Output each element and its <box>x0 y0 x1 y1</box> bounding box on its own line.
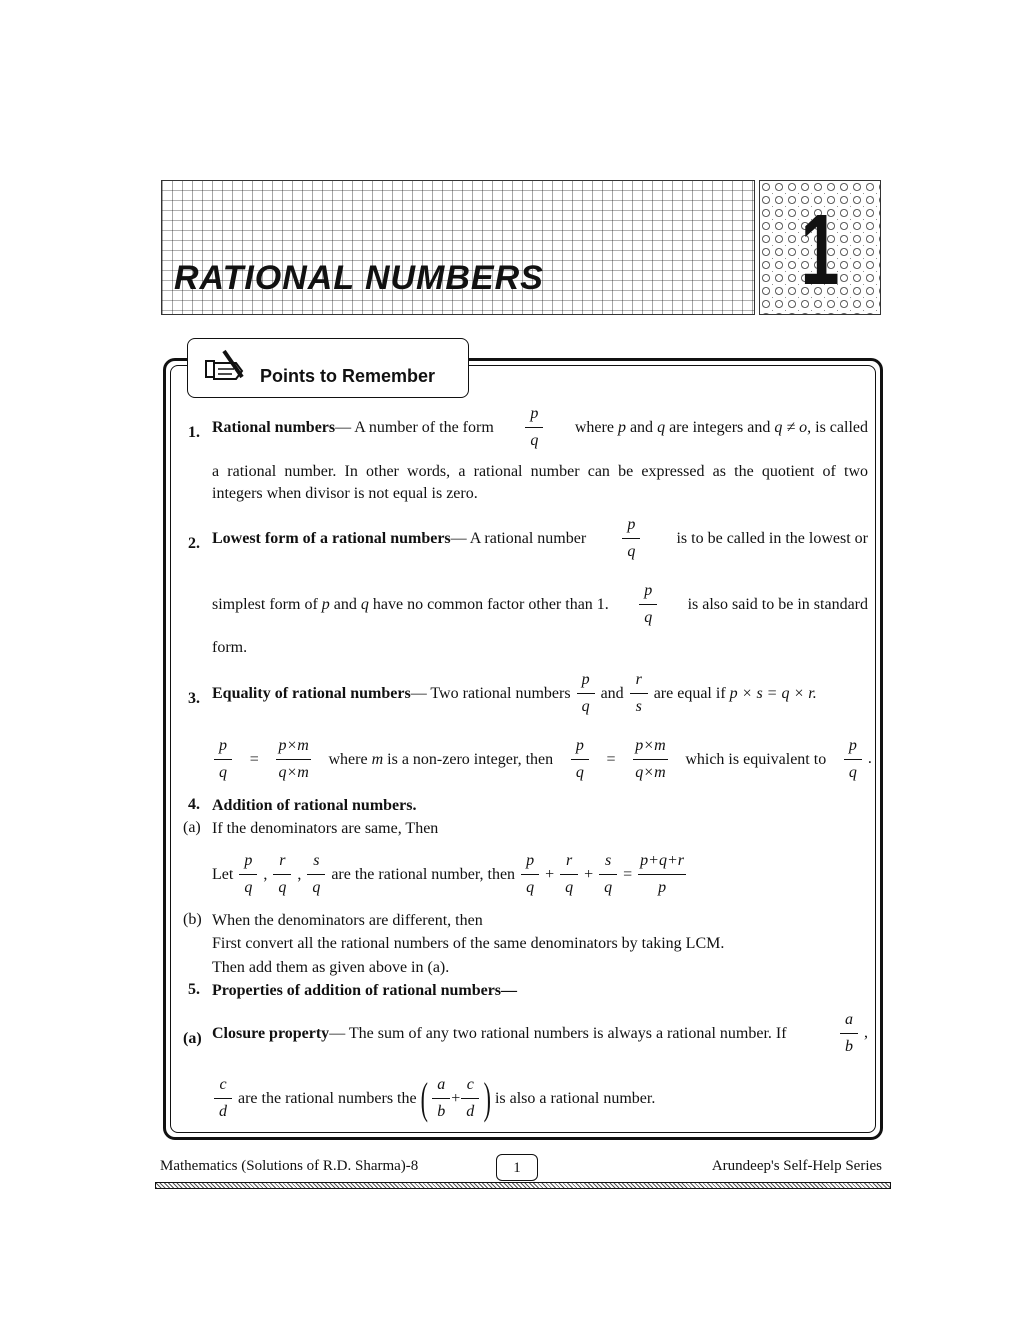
equals-sign: = <box>623 865 633 883</box>
denominator: s <box>635 698 642 715</box>
point-number: 2. <box>188 535 200 552</box>
fraction <box>461 1075 479 1122</box>
point-number: 3. <box>188 690 200 707</box>
numerator: c <box>461 1075 479 1099</box>
point-number: 1. <box>188 424 200 441</box>
chapter-title: RATIONAL NUMBERS <box>174 259 544 297</box>
denominator: q <box>530 432 539 449</box>
fraction-p-over-q <box>622 515 640 562</box>
numerator: p <box>239 851 257 875</box>
numerator: r <box>560 851 578 875</box>
text: If the denominators are same, Then <box>212 820 439 837</box>
numerator: p×m <box>276 736 310 760</box>
denominator: q×m <box>635 764 666 781</box>
fraction <box>844 736 862 783</box>
point-number: 5. <box>188 981 200 998</box>
chapter-title-banner <box>161 180 755 315</box>
fraction <box>307 851 325 898</box>
denominator: q <box>244 879 253 896</box>
numerator: p <box>571 736 589 760</box>
text: are the rational number, then <box>331 865 516 883</box>
text: — A number of the form <box>335 418 494 436</box>
fraction-p-over-q <box>525 404 543 451</box>
numerator: p <box>622 515 640 539</box>
equals-sign: = <box>606 750 616 768</box>
numerator: a <box>840 1010 858 1034</box>
numerator: s <box>307 851 325 875</box>
text: is also a rational number. <box>494 1089 656 1107</box>
denominator: q <box>581 698 590 715</box>
chapter-number: 1 <box>800 194 840 306</box>
point-1-line-1 <box>212 404 868 451</box>
point-2-line-3: form. <box>212 639 248 656</box>
numerator: s <box>599 851 617 875</box>
denominator: q <box>627 543 636 560</box>
right-paren: ) <box>483 1073 492 1123</box>
denominator: q×m <box>278 764 309 781</box>
text: is also said to be in standard <box>687 595 868 613</box>
denominator: q <box>604 879 613 896</box>
text: simplest form of <box>212 595 318 613</box>
numerator: p+q+r <box>638 851 686 875</box>
text: When the denominators are different, then <box>212 912 483 929</box>
text: q <box>360 595 369 613</box>
point-2-line-1 <box>212 515 868 562</box>
text: where <box>574 418 614 436</box>
text: Then add them as given above in (a). <box>212 959 450 976</box>
plus-sign: + <box>451 1089 461 1107</box>
point-heading: Lowest form of a rational numbers <box>212 529 451 547</box>
text: m <box>371 750 384 768</box>
footer-book-title: Mathematics (Solutions of R.D. Sharma)-8 <box>160 1158 419 1174</box>
equation: p × s = q × r. <box>729 684 817 702</box>
fraction <box>521 851 539 898</box>
text: are integers and <box>669 418 771 436</box>
numerator: a <box>432 1075 450 1099</box>
text: are equal if <box>653 684 726 702</box>
text: . <box>867 750 872 768</box>
fraction <box>599 851 617 898</box>
text: , <box>864 1024 868 1042</box>
fraction-p-over-q <box>577 670 595 717</box>
numerator: r <box>630 670 648 694</box>
numerator: r <box>273 851 291 875</box>
fraction <box>560 851 578 898</box>
equals-sign: = <box>249 750 259 768</box>
plus-sign: + <box>584 865 594 883</box>
numerator: p×m <box>633 736 667 760</box>
page-number: 1 <box>496 1154 538 1181</box>
point-heading: Addition of rational numbers. <box>212 797 417 814</box>
denominator: b <box>437 1103 446 1120</box>
fraction <box>273 851 291 898</box>
text: q <box>657 418 666 436</box>
text: , <box>297 865 302 883</box>
denominator: b <box>845 1038 853 1055</box>
plus-sign: + <box>545 865 555 883</box>
property-heading: Closure property <box>212 1024 330 1042</box>
numerator: p <box>214 736 232 760</box>
text: have no common factor other than 1. <box>372 595 609 613</box>
point-3-line-1 <box>212 670 868 717</box>
denominator: q <box>575 764 584 781</box>
denominator: q <box>219 764 227 781</box>
fraction <box>840 1010 858 1057</box>
fraction <box>214 1075 232 1122</box>
point-1-line-3: integers when divisor is not equal is zero. <box>212 485 478 502</box>
text: and <box>333 595 357 613</box>
fraction <box>638 851 686 898</box>
text: p <box>321 595 330 613</box>
section-heading: Points to Remember <box>260 366 436 386</box>
fraction <box>276 736 310 783</box>
fraction <box>214 736 232 783</box>
point-heading: Properties of addition of rational numbers— <box>212 982 518 999</box>
numerator: p <box>525 404 543 428</box>
text: First convert all the rational numbers of the same denominators by taking LCM. <box>212 935 725 952</box>
text: and <box>600 684 624 702</box>
denominator: d <box>219 1103 227 1120</box>
text: , is called <box>807 418 868 436</box>
sub-label: (a) <box>183 1030 202 1047</box>
left-paren: ( <box>420 1073 428 1123</box>
text: is a non-zero integer, then <box>387 750 554 768</box>
point-heading: Rational numbers <box>212 418 336 436</box>
fraction <box>432 1075 450 1122</box>
addition-formula <box>212 851 868 898</box>
text: Let <box>212 865 234 883</box>
denominator: q <box>644 609 653 626</box>
denominator: q <box>312 879 321 896</box>
text: is to be called in the lowest or <box>676 529 868 547</box>
text: which is equivalent to <box>685 750 827 768</box>
denominator: q <box>526 879 535 896</box>
point-2-line-2 <box>212 581 868 628</box>
sub-label: (b) <box>183 911 202 928</box>
numerator: p <box>844 736 862 760</box>
point-3-line-2 <box>208 736 872 783</box>
fraction-r-over-s <box>630 670 648 717</box>
fraction-p-over-q <box>639 581 657 628</box>
numerator: c <box>214 1075 232 1099</box>
numerator: p <box>577 670 595 694</box>
closure-line-1 <box>212 1010 868 1057</box>
footer-series: Arundeep's Self-Help Series <box>711 1158 882 1174</box>
points-to-remember-tab <box>187 338 469 398</box>
text: — Two rational numbers <box>410 684 571 702</box>
writing-hand-icon <box>202 347 254 387</box>
point-heading: Equality of rational numbers <box>212 684 411 702</box>
sub-label: (a) <box>183 819 201 836</box>
numerator: p <box>639 581 657 605</box>
denominator: p <box>658 879 667 896</box>
text: , <box>263 865 268 883</box>
text: — The sum of any two rational numbers is always a rational number. If <box>329 1024 787 1042</box>
denominator: q <box>848 764 857 781</box>
text: — A rational number <box>450 529 587 547</box>
footer-rule <box>155 1182 891 1189</box>
denominator: d <box>466 1103 475 1120</box>
point-1-line-2: a rational number. In other words, a rational number can be expressed as the quotient of two <box>212 463 868 480</box>
denominator: q <box>565 879 574 896</box>
text: q ≠ o <box>774 418 808 436</box>
text: p <box>617 418 626 436</box>
text: are the rational numbers the <box>238 1089 417 1107</box>
numerator: p <box>521 851 539 875</box>
text: and <box>629 418 654 436</box>
fraction <box>633 736 667 783</box>
point-number: 4. <box>188 796 200 813</box>
chapter-number-box <box>759 180 881 315</box>
fraction <box>571 736 589 783</box>
fraction <box>239 851 257 898</box>
denominator: q <box>278 879 287 896</box>
text: where <box>328 750 368 768</box>
closure-line-2 <box>208 1075 864 1122</box>
